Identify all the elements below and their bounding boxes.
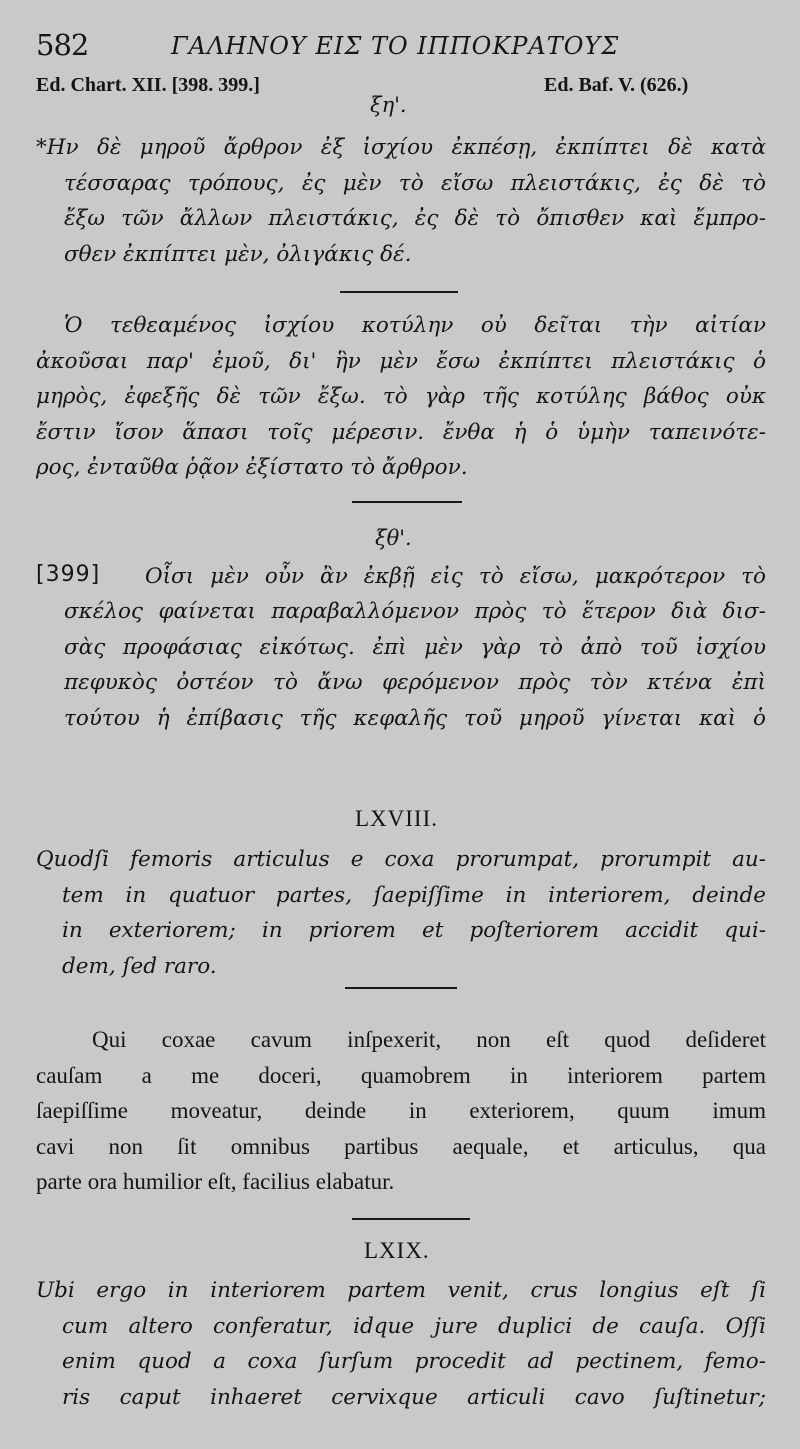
page-number: 582	[36, 28, 89, 62]
running-header	[36, 28, 766, 68]
text-line: ἔξω τῶν ἄλλων πλειστάκις, ἐς δὲ τὸ ὄπισθεν καὶ ἔμπρο-	[64, 206, 766, 231]
section-number-68-greek: ξη'.	[370, 93, 407, 117]
section-number-69-greek: ξθ'.	[375, 526, 412, 550]
section-heading-69: LXIX.	[364, 1238, 430, 1263]
text-line: cavi non ſit omnibus partibus aequale, et articulus, qua	[36, 1133, 766, 1159]
greek-commentary-68	[36, 308, 766, 486]
text-line: τέσσαρας τρόπους, ἐς μὲν τὸ εἴσω πλειστάκις, ἐς δὲ τὸ	[64, 170, 766, 196]
latin-aphorism-68	[36, 842, 766, 984]
text-line: Οἷσι μὲν οὖν ἂν ἐκβῇ εἰς τὸ εἴσω, μακρότερον τὸ	[145, 564, 766, 589]
greek-aphorism-69	[64, 594, 766, 736]
text-line: cauſam a me doceri, quamobrem in interiorem partem	[36, 1062, 766, 1088]
text-line: ris caput inhaeret cervixque articuli cavo ſuſtinetur;	[62, 1384, 766, 1410]
text-line: dem, ſed raro.	[62, 953, 217, 979]
text-line: *Ην δὲ μηροῦ ἄρθρον ἐξ ἰσχίου ἐκπέσῃ, ἐκπίπτει δὲ κατὰ	[36, 135, 766, 160]
text-line: Qui coxae cavum inſpexerit, non eſt quod deſideret	[92, 1027, 766, 1052]
text-line: in exteriorem; in priorem et poſteriorem accidit qui-	[62, 918, 766, 943]
text-line: πεφυκὸς ὀστέον τὸ ἄνω φερόμενον πρὸς τὸν κτένα ἐπὶ	[64, 670, 766, 695]
text-line: σὰς προφάσιας εἰκότως. ἐπὶ μὲν γὰρ τὸ ἀπὸ τοῦ ἰσχίου	[64, 634, 766, 660]
text-line: enim quod a coxa ſurſum procedit ad pectinem, femo-	[62, 1349, 766, 1374]
edition-ref-bas: Ed. Baf. V. (626.)	[544, 74, 689, 96]
section-divider	[352, 501, 462, 503]
section-heading-68: LXVIII.	[355, 806, 438, 831]
text-line: Ὁ τεθεαμένος ἰσχίου κοτύλην οὐ δεῖται τὴν αἰτίαν	[64, 313, 766, 338]
text-line: Quodſi femoris articulus e coxa prorumpat, prorumpit au-	[36, 847, 766, 872]
section-divider	[340, 291, 458, 293]
page-marker: [399]	[36, 562, 101, 587]
text-line: tem in quatuor partes, ſaepiſſime in interiorem, deinde	[62, 882, 766, 908]
edition-ref-chart: Ed. Chart. XII. [398. 399.]	[36, 74, 260, 96]
greek-aphorism-68	[36, 130, 766, 272]
latin-commentary-68	[36, 1022, 766, 1200]
text-line: cum altero conferatur, idque jure duplici de cauſa. Oſſi	[62, 1313, 766, 1339]
text-line: μηρὸς, ἐφεξῆς δὲ τῶν ἔξω. τὸ γὰρ τῆς κοτύλης βάθος οὐκ	[36, 384, 766, 409]
text-line: τούτου ἡ ἐπίβασις τῆς κεφαλῆς τοῦ μηροῦ γίνεται καὶ ὁ	[64, 705, 766, 731]
latin-aphorism-69	[36, 1273, 766, 1415]
running-title: ΓΑΛΗΝΟΥ ΕΙΣ ΤΟ ΙΠΠΟΚΡΑΤΟΥΣ	[171, 32, 620, 60]
section-divider	[352, 1218, 470, 1220]
text-line: σθεν ἐκπίπτει μὲν, ὀλιγάκις δέ.	[64, 241, 412, 267]
text-line: Ubi ergo in interiorem partem venit, crus longius eſt ſi	[36, 1278, 766, 1303]
text-line: ἀκοῦσαι παρ' ἐμοῦ, δι' ἣν μὲν ἔσω ἐκπίπτει πλειστάκις ὁ	[36, 348, 766, 374]
text-line: ἔστιν ἴσον ἅπασι τοῖς μέρεσιν. ἔνθα ἡ ὁ ὑμὴν ταπεινότε-	[36, 419, 766, 445]
text-line: ρος, ἐνταῦθα ῥᾷον ἐξίστατο τὸ ἄρθρον.	[36, 455, 468, 480]
section-divider	[345, 987, 457, 989]
text-line: ſaepiſſime moveatur, deinde in exteriorem, quum imum	[36, 1098, 766, 1123]
text-line: σκέλος φαίνεται παραβαλλόμενον πρὸς τὸ ἕτερον διὰ δισ-	[64, 599, 766, 624]
greek-aphorism-69-first	[145, 559, 766, 595]
text-line: parte ora humilior eſt, facilius elabatur.	[36, 1169, 395, 1194]
